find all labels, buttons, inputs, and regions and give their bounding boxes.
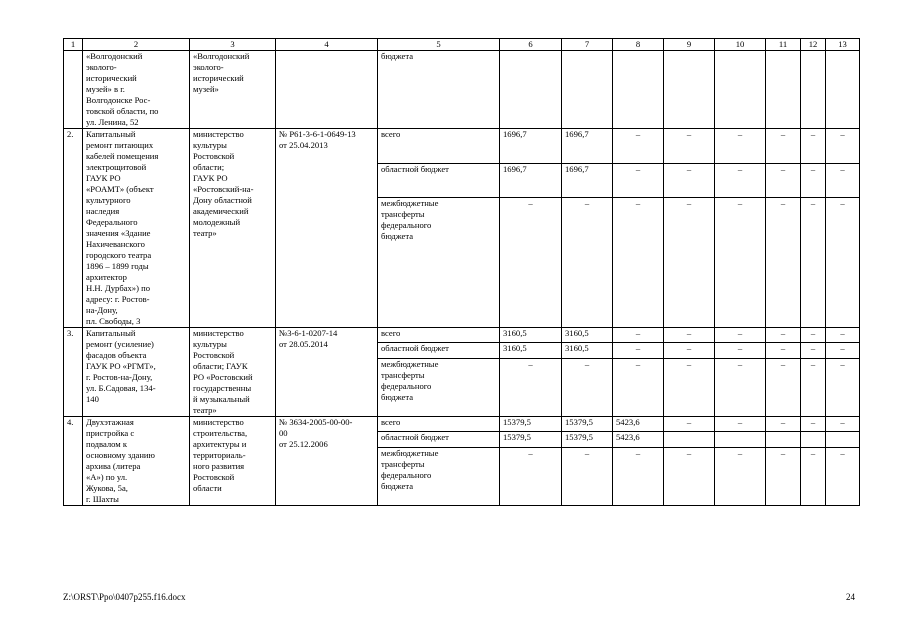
page-number: 24 <box>846 592 855 602</box>
value-cell: – <box>826 198 860 328</box>
column-header: 3 <box>190 39 276 51</box>
column-header: 11 <box>766 39 801 51</box>
value-cell: – <box>801 343 826 358</box>
table-row <box>64 129 860 164</box>
value-cell: – <box>801 163 826 198</box>
header-row <box>64 39 860 51</box>
value-cell <box>801 432 826 447</box>
value-cell: – <box>766 328 801 343</box>
value-cell: – <box>715 129 766 164</box>
value-cell: – <box>664 417 715 432</box>
value-cell: – <box>801 328 826 343</box>
value-cell: 1696,7 <box>500 129 562 164</box>
value-cell: – <box>664 343 715 358</box>
value-cell: 1696,7 <box>562 129 613 164</box>
value-cell: – <box>664 447 715 505</box>
document-cell: №3-6-1-0207-14 от 28.05.2014 <box>276 328 378 417</box>
value-cell <box>766 432 801 447</box>
value-cell <box>664 432 715 447</box>
value-cell <box>562 51 613 129</box>
funding-source-cell: межбюджетные трансферты федерального бюджета <box>378 358 500 416</box>
customer-cell: министерство культуры Ростовской области; ГАУК РО «Ростовский-на- Дону областной академический молодежный театр» <box>190 129 276 328</box>
value-cell: – <box>613 328 664 343</box>
funding-source-cell: областной бюджет <box>378 163 500 198</box>
value-cell: – <box>826 328 860 343</box>
value-cell <box>826 51 860 129</box>
object-cell: «Волгодонский эколого- исторический музей» в г. Волгодонске Рос- товской области, по ул. Ленина, 52 <box>83 51 190 129</box>
object-cell: Двухэтажная пристройка с подвалом к основному зданию архива (литера «А») по ул. Жукова, 5а, г. Шахты <box>83 417 190 506</box>
value-cell: – <box>766 358 801 416</box>
row-number-cell <box>64 51 83 129</box>
row-number-cell: 3. <box>64 328 83 417</box>
table-body <box>64 51 860 506</box>
table-row <box>64 328 860 343</box>
value-cell: – <box>562 198 613 328</box>
value-cell <box>801 51 826 129</box>
value-cell: – <box>801 417 826 432</box>
column-header: 9 <box>664 39 715 51</box>
value-cell: 15379,5 <box>562 432 613 447</box>
value-cell: – <box>766 129 801 164</box>
value-cell: – <box>664 358 715 416</box>
column-header: 7 <box>562 39 613 51</box>
object-cell: Капитальный ремонт (усиление) фасадов объекта ГАУК РО «РГМТ», г. Ростов-на-Дону, ул. Б.Садовая, 134- 140 <box>83 328 190 417</box>
value-cell <box>664 51 715 129</box>
funding-source-cell: областной бюджет <box>378 432 500 447</box>
value-cell: – <box>500 198 562 328</box>
value-cell: 15379,5 <box>562 417 613 432</box>
value-cell: – <box>766 447 801 505</box>
value-cell: – <box>562 447 613 505</box>
value-cell: 5423,6 <box>613 432 664 447</box>
value-cell <box>715 51 766 129</box>
value-cell: – <box>715 343 766 358</box>
value-cell: 1696,7 <box>500 163 562 198</box>
value-cell: – <box>715 417 766 432</box>
funding-source-cell: бюджета <box>378 51 500 129</box>
value-cell: – <box>562 358 613 416</box>
funding-source-cell: всего <box>378 417 500 432</box>
value-cell: – <box>664 198 715 328</box>
value-cell: – <box>613 447 664 505</box>
value-cell: – <box>766 163 801 198</box>
value-cell: – <box>826 447 860 505</box>
table-header <box>64 39 860 51</box>
value-cell: – <box>613 198 664 328</box>
value-cell: – <box>826 129 860 164</box>
value-cell <box>766 51 801 129</box>
column-header: 10 <box>715 39 766 51</box>
value-cell <box>826 432 860 447</box>
value-cell: 3160,5 <box>562 343 613 358</box>
table-row <box>64 51 860 129</box>
value-cell: – <box>715 163 766 198</box>
document-cell <box>276 51 378 129</box>
value-cell: – <box>613 129 664 164</box>
file-path: Z:\ORST\Ppo\0407p255.f16.docx <box>63 592 186 602</box>
value-cell: – <box>801 198 826 328</box>
value-cell: – <box>613 358 664 416</box>
value-cell: – <box>715 447 766 505</box>
value-cell <box>715 432 766 447</box>
column-header: 5 <box>378 39 500 51</box>
value-cell: 15379,5 <box>500 432 562 447</box>
customer-cell: министерство культуры Ростовской области; ГАУК РО «Ростовский государственны й музыкальный театр» <box>190 328 276 417</box>
value-cell: 3160,5 <box>500 328 562 343</box>
funding-source-cell: всего <box>378 129 500 164</box>
value-cell: – <box>613 163 664 198</box>
funding-source-cell: всего <box>378 328 500 343</box>
value-cell: – <box>801 447 826 505</box>
column-header: 13 <box>826 39 860 51</box>
document-cell: № 3634-2005-00-00- 00 от 25.12.2006 <box>276 417 378 506</box>
value-cell: – <box>801 129 826 164</box>
value-cell: – <box>715 328 766 343</box>
value-cell: – <box>613 343 664 358</box>
value-cell: – <box>715 358 766 416</box>
funding-source-cell: межбюджетные трансферты федерального бюджета <box>378 447 500 505</box>
value-cell: – <box>826 417 860 432</box>
value-cell: – <box>826 358 860 416</box>
value-cell: – <box>826 163 860 198</box>
value-cell: – <box>801 358 826 416</box>
table-row <box>64 417 860 432</box>
column-header: 6 <box>500 39 562 51</box>
value-cell: – <box>500 447 562 505</box>
funding-source-cell: межбюджетные трансферты федерального бюджета <box>378 198 500 328</box>
value-cell: – <box>766 417 801 432</box>
value-cell: – <box>826 343 860 358</box>
customer-cell: «Волгодонский эколого- исторический музей» <box>190 51 276 129</box>
budget-table <box>63 38 860 506</box>
value-cell: 3160,5 <box>562 328 613 343</box>
value-cell: 15379,5 <box>500 417 562 432</box>
value-cell: – <box>766 343 801 358</box>
customer-cell: министерство строительства, архитектуры и территориаль- ного развития Ростовской области <box>190 417 276 506</box>
value-cell: – <box>664 328 715 343</box>
column-header: 2 <box>83 39 190 51</box>
value-cell: – <box>664 129 715 164</box>
value-cell: 1696,7 <box>562 163 613 198</box>
value-cell: – <box>715 198 766 328</box>
value-cell <box>613 51 664 129</box>
funding-source-cell: областной бюджет <box>378 343 500 358</box>
value-cell <box>500 51 562 129</box>
row-number-cell: 2. <box>64 129 83 328</box>
column-header: 12 <box>801 39 826 51</box>
row-number-cell: 4. <box>64 417 83 506</box>
value-cell: 5423,6 <box>613 417 664 432</box>
value-cell: – <box>664 163 715 198</box>
column-header: 8 <box>613 39 664 51</box>
document-cell: № Р61-3-6-1-0649-13 от 25.04.2013 <box>276 129 378 328</box>
column-header: 1 <box>64 39 83 51</box>
value-cell: 3160,5 <box>500 343 562 358</box>
object-cell: Капитальный ремонт питающих кабелей помещения электрощитовой ГАУК РО «РОАМТ» (объект культурного наследия Федерального значения «Здание Нахичеванского городского театра 1896 – 1899 годы архитектор Н.Н. Дурбах») по адресу: г. Ростов- на-Дону, пл. Свободы, 3 <box>83 129 190 328</box>
column-header: 4 <box>276 39 378 51</box>
value-cell: – <box>766 198 801 328</box>
value-cell: – <box>500 358 562 416</box>
